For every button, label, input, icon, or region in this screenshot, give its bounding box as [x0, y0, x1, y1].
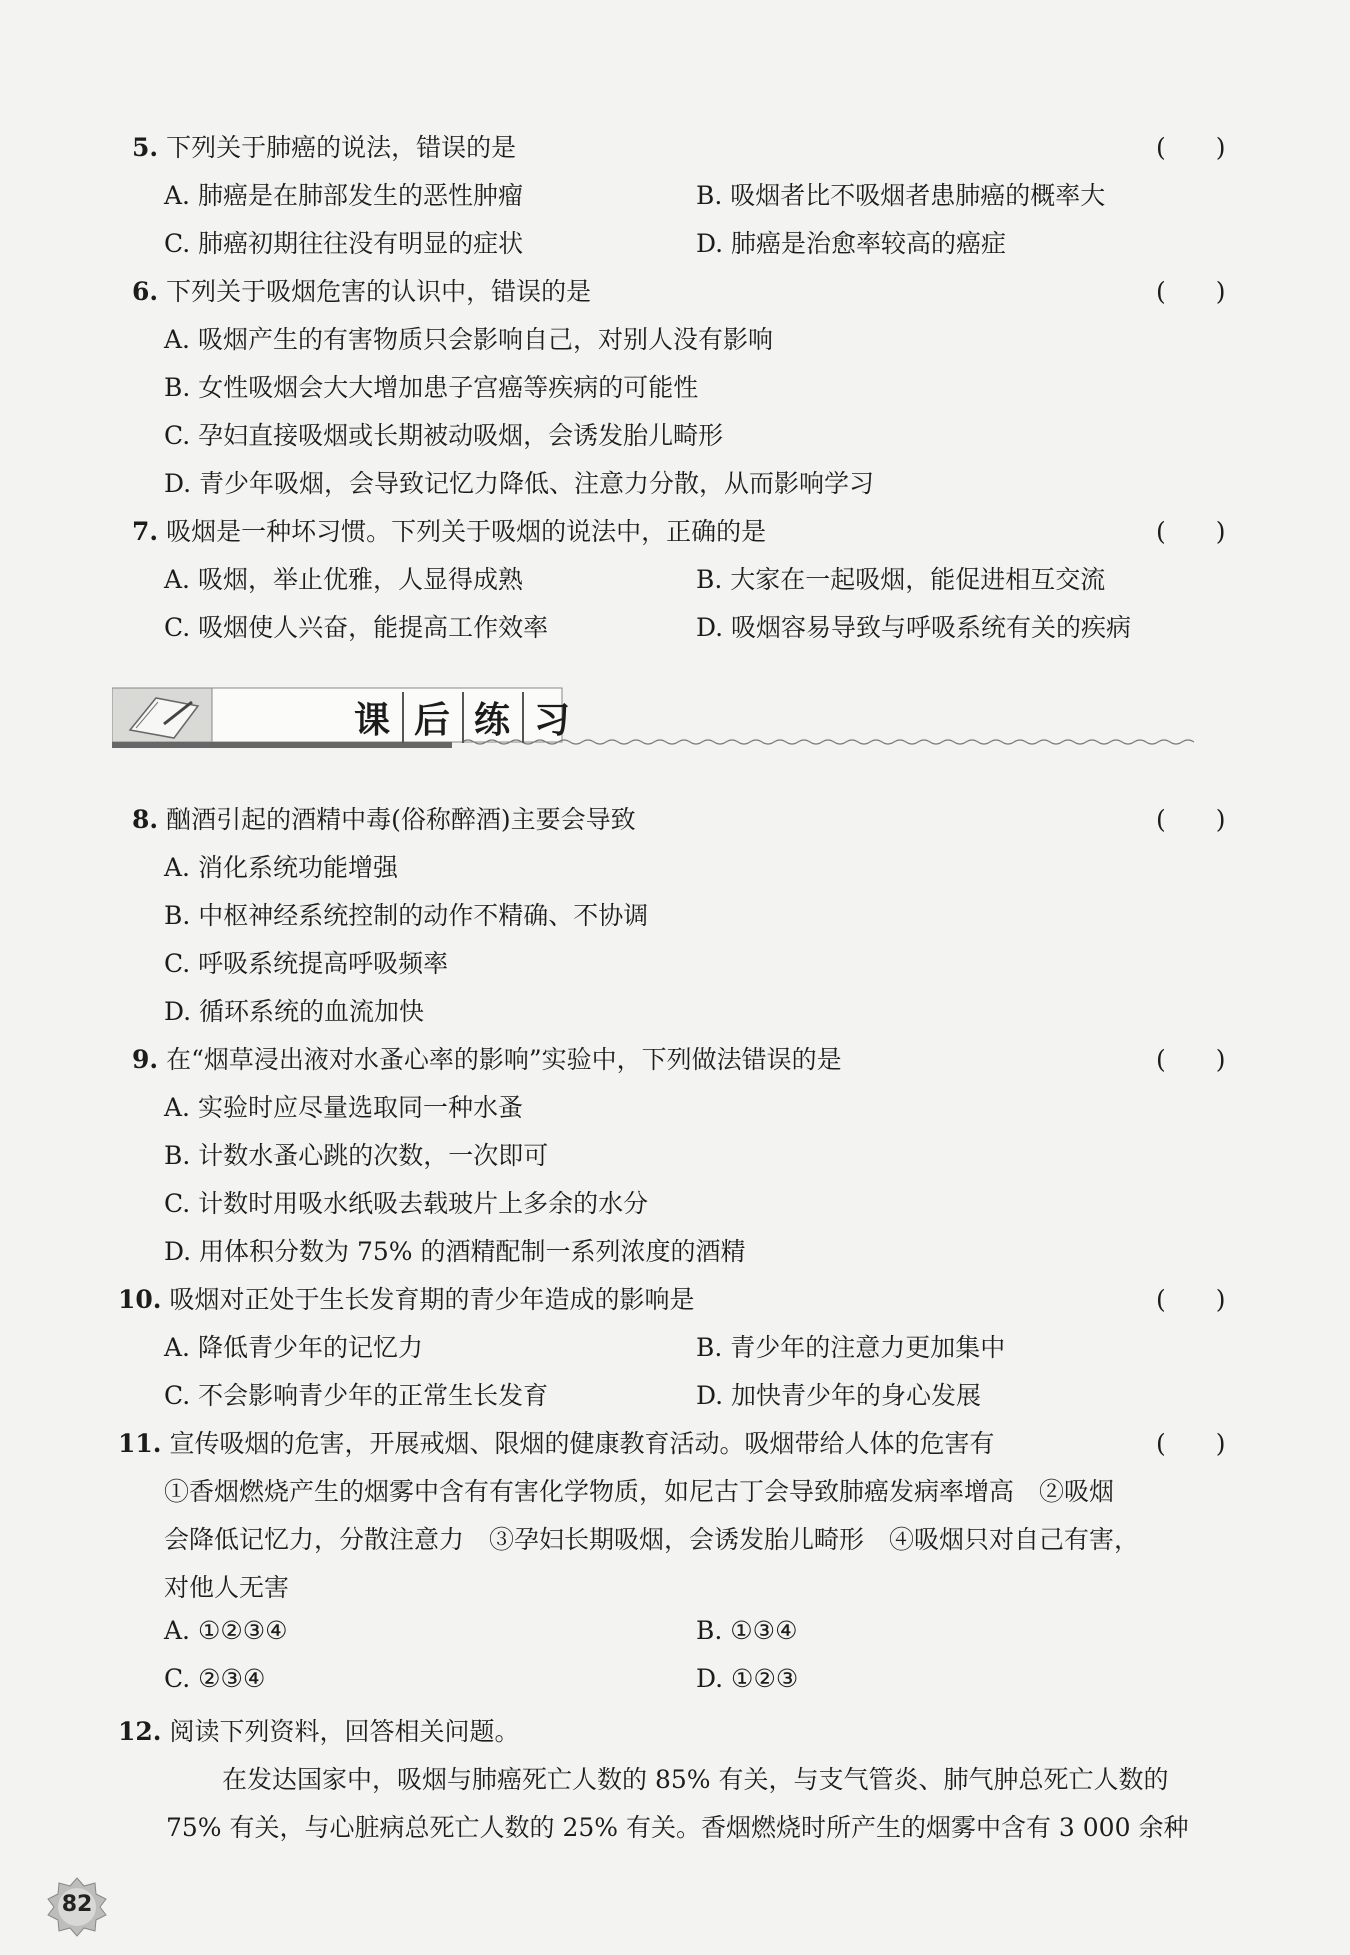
question-number: 11. — [118, 1429, 162, 1458]
answer-blank-10[interactable]: ( ) — [1156, 1285, 1226, 1314]
answer-blank-5[interactable]: ( ) — [1156, 133, 1226, 162]
question-stem: 下列关于吸烟危害的认识中，错误的是 — [166, 277, 592, 306]
option-b: B. 大家在一起吸烟，能促进相互交流 — [696, 565, 1106, 594]
question-stem: 下列关于肺癌的说法，错误的是 — [166, 133, 517, 162]
option-d: D. 循环系统的血流加快 — [164, 997, 425, 1026]
answer-blank-7[interactable]: ( ) — [1156, 517, 1226, 546]
option-d: D. 吸烟容易导致与呼吸系统有关的疾病 — [696, 613, 1132, 642]
question-8 — [132, 800, 636, 836]
answer-blank-8[interactable]: ( ) — [1156, 805, 1226, 834]
option-a: A. 消化系统功能增强 — [164, 853, 398, 882]
answer-blank-11[interactable]: ( ) — [1156, 1429, 1226, 1458]
option-b: B. 青少年的注意力更加集中 — [696, 1333, 1006, 1362]
page-number-badge — [46, 1876, 108, 1938]
option-d: D. ①②③ — [696, 1664, 799, 1693]
section-header — [112, 684, 1232, 754]
option-b: B. 中枢神经系统控制的动作不精确、不协调 — [164, 901, 649, 930]
question-stem: 吸烟对正处于生长发育期的青少年造成的影响是 — [169, 1285, 695, 1314]
reading-passage-line: 75% 有关，与心脏病总死亡人数的 25% 有关。香烟燃烧时所产生的烟雾中含有 3 000 余种 — [166, 1813, 1189, 1842]
question-number: 9. — [132, 1045, 159, 1074]
option-b: B. 吸烟者比不吸烟者患肺癌的概率大 — [696, 181, 1106, 210]
question-9 — [132, 1040, 842, 1076]
option-c: C. 计数时用吸水纸吸去载玻片上多余的水分 — [164, 1189, 649, 1218]
option-d: D. 肺癌是治愈率较高的癌症 — [696, 229, 1007, 258]
question-body-line: ①香烟燃烧产生的烟雾中含有有害化学物质，如尼古丁会导致肺癌发病率增高 ②吸烟 — [164, 1477, 1115, 1506]
question-12 — [118, 1712, 519, 1748]
question-body-line: 对他人无害 — [164, 1573, 290, 1602]
question-stem: 酗酒引起的酒精中毒(俗称醉酒)主要会导致 — [166, 805, 636, 834]
option-c: C. 呼吸系统提高呼吸频率 — [164, 949, 449, 978]
question-number: 12. — [118, 1717, 162, 1746]
answer-blank-9[interactable]: ( ) — [1156, 1045, 1226, 1074]
option-d: D. 加快青少年的身心发展 — [696, 1381, 982, 1410]
section-title — [344, 692, 582, 743]
section-title-char: 习 — [534, 699, 573, 741]
section-title-char: 练 — [464, 692, 524, 743]
reading-passage-line: 在发达国家中，吸烟与肺癌死亡人数的 85% 有关，与支气管炎、肺气肿总死亡人数的 — [222, 1765, 1169, 1794]
option-c: C. 孕妇直接吸烟或长期被动吸烟，会诱发胎儿畸形 — [164, 421, 724, 450]
option-d: D. 青少年吸烟，会导致记忆力降低、注意力分散，从而影响学习 — [164, 469, 875, 498]
section-title-char: 后 — [404, 692, 464, 743]
question-7 — [132, 512, 766, 548]
question-5 — [132, 128, 516, 164]
option-a: A. 吸烟产生的有害物质只会影响自己，对别人没有影响 — [164, 325, 773, 354]
section-title-char: 课 — [344, 692, 404, 743]
question-number: 10. — [118, 1285, 162, 1314]
option-a: A. 实验时应尽量选取同一种水蚤 — [164, 1093, 523, 1122]
question-body-line: 会降低记忆力，分散注意力 ③孕妇长期吸烟，会诱发胎儿畸形 ④吸烟只对自己有害， — [164, 1525, 1140, 1554]
option-d: D. 用体积分数为 75% 的酒精配制一系列浓度的酒精 — [164, 1237, 746, 1266]
question-number: 7. — [132, 517, 159, 546]
section-header-graphic — [112, 684, 1232, 754]
option-c: C. 肺癌初期往往没有明显的症状 — [164, 229, 524, 258]
question-number: 6. — [132, 277, 159, 306]
question-stem: 在“烟草浸出液对水蚤心率的影响”实验中，下列做法错误的是 — [166, 1045, 842, 1074]
question-stem: 吸烟是一种坏习惯。下列关于吸烟的说法中，正确的是 — [166, 517, 767, 546]
question-stem: 阅读下列资料，回答相关问题。 — [169, 1717, 520, 1746]
option-a: A. ①②③④ — [164, 1616, 288, 1645]
page-number: 82 — [61, 1892, 93, 1917]
question-number: 8. — [132, 805, 159, 834]
question-stem: 宣传吸烟的危害，开展戒烟、限烟的健康教育活动。吸烟带给人体的危害有 — [169, 1429, 995, 1458]
question-6 — [132, 272, 591, 308]
option-b: B. ①③④ — [696, 1616, 798, 1645]
option-a: A. 吸烟，举止优雅，人显得成熟 — [164, 565, 523, 594]
option-c: C. 不会影响青少年的正常生长发育 — [164, 1381, 549, 1410]
option-c: C. ②③④ — [164, 1664, 266, 1693]
option-a: A. 降低青少年的记忆力 — [164, 1333, 423, 1362]
option-b: B. 计数水蚤心跳的次数，一次即可 — [164, 1141, 549, 1170]
answer-blank-6[interactable]: ( ) — [1156, 277, 1226, 306]
option-a: A. 肺癌是在肺部发生的恶性肿瘤 — [164, 181, 523, 210]
option-c: C. 吸烟使人兴奋，能提高工作效率 — [164, 613, 549, 642]
option-b: B. 女性吸烟会大大增加患子宫癌等疾病的可能性 — [164, 373, 699, 402]
question-10 — [118, 1280, 694, 1316]
question-11 — [118, 1424, 994, 1460]
question-number: 5. — [132, 133, 159, 162]
